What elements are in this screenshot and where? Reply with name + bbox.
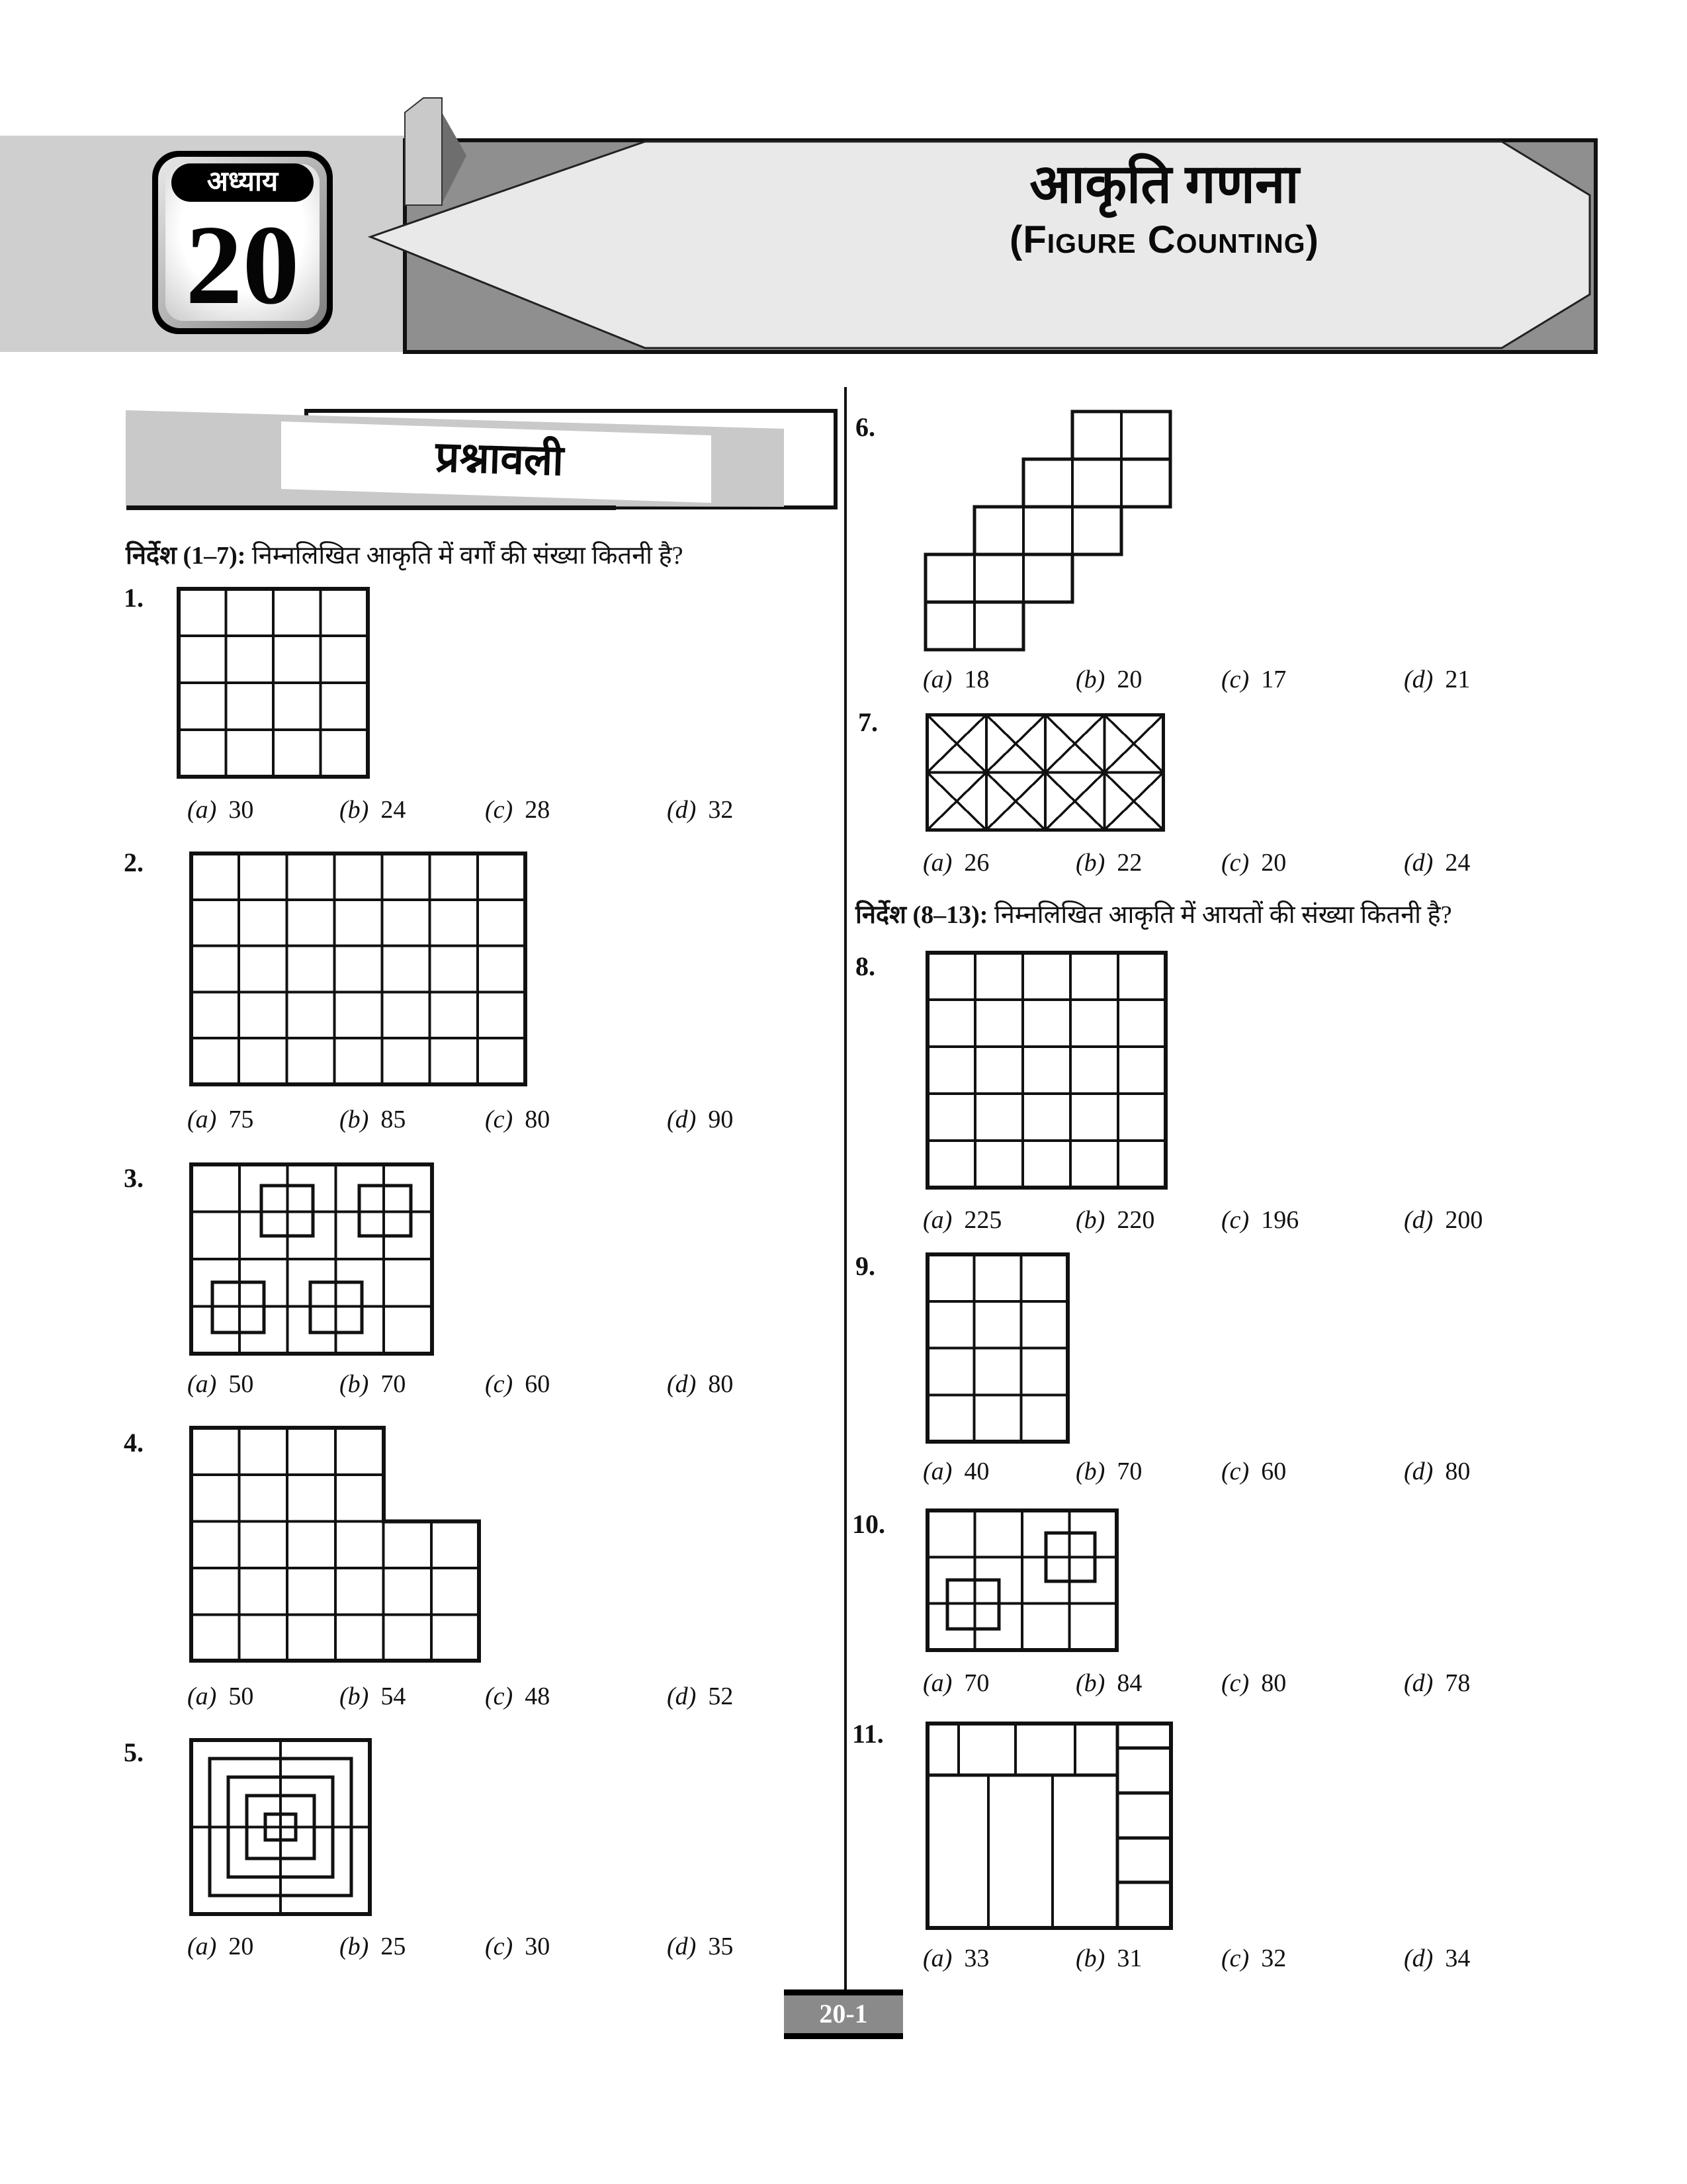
chapter-title-english: (Figure Counting) [1010, 218, 1319, 261]
q11-option-a: (a) 33 [923, 1944, 990, 1972]
q11-option-d: (d) 34 [1404, 1944, 1471, 1972]
question-10-number: 10. [852, 1509, 885, 1539]
figure-q9 [926, 1252, 1070, 1444]
exercise-banner-title: प्रश्नावली [435, 433, 565, 485]
question-9-number: 9. [855, 1251, 875, 1281]
instruction-1-7 [126, 537, 683, 572]
q1-option-b: (b) 24 [339, 796, 406, 824]
figure-q10 [926, 1508, 1119, 1652]
figure-q4 [189, 1426, 481, 1663]
question-1-number: 1. [124, 583, 144, 613]
q8-option-c: (c) 196 [1221, 1206, 1299, 1234]
q3-option-c: (c) 60 [485, 1370, 550, 1398]
q9-option-b: (b) 70 [1076, 1458, 1143, 1485]
q9-option-c: (c) 60 [1221, 1458, 1287, 1485]
q1-option-c: (c) 28 [485, 796, 550, 824]
banner-bottom-line [126, 505, 616, 510]
q7-option-d: (d) 24 [1404, 849, 1471, 877]
q1-option-a: (a) 30 [187, 796, 254, 824]
q10-option-b: (b) 84 [1076, 1669, 1143, 1697]
figure-q6 [924, 410, 1172, 652]
question-6-number: 6. [855, 412, 875, 442]
q5-option-d: (d) 35 [667, 1933, 734, 1960]
q10-option-d: (d) 78 [1404, 1669, 1471, 1697]
q10-option-a: (a) 70 [923, 1669, 990, 1697]
q2-option-d: (d) 90 [667, 1106, 734, 1133]
q2-option-c: (c) 80 [485, 1106, 550, 1133]
q4-option-c: (c) 48 [485, 1682, 550, 1710]
chapter-label: अध्याय [171, 163, 314, 202]
q3-option-d: (d) 80 [667, 1370, 734, 1398]
q7-option-a: (a) 26 [923, 849, 990, 877]
q2-option-b: (b) 85 [339, 1106, 406, 1133]
question-5-number: 5. [124, 1737, 144, 1767]
q9-option-d: (d) 80 [1404, 1458, 1471, 1485]
q5-option-c: (c) 30 [485, 1933, 550, 1960]
q5-option-a: (a) 20 [187, 1933, 254, 1960]
chapter-number: 20 [185, 202, 300, 328]
page-number-badge: 20-1 [784, 1989, 903, 2039]
question-4-number: 4. [124, 1428, 144, 1458]
chapter-title [966, 151, 1363, 261]
column-divider [844, 387, 847, 1989]
instruction-8-13 [855, 896, 1452, 931]
question-3-number: 3. [124, 1163, 144, 1193]
question-2-number: 2. [124, 848, 144, 877]
q2-option-a: (a) 75 [187, 1106, 254, 1133]
q6-option-b: (b) 20 [1076, 666, 1143, 693]
q11-option-b: (b) 31 [1076, 1944, 1143, 1972]
q10-option-c: (c) 80 [1221, 1669, 1287, 1697]
instruction-8-13-label: निर्देश (8–13): [855, 901, 988, 929]
q6-option-c: (c) 17 [1221, 666, 1287, 693]
q8-option-a: (a) 225 [923, 1206, 1002, 1234]
question-8-number: 8. [855, 951, 875, 981]
q3-option-a: (a) 50 [187, 1370, 254, 1398]
q4-option-b: (b) 54 [339, 1682, 406, 1710]
figure-q2 [189, 852, 527, 1086]
q8-option-d: (d) 200 [1404, 1206, 1483, 1234]
header-fold-blade [405, 98, 442, 205]
q6-option-a: (a) 18 [923, 666, 990, 693]
q7-option-c: (c) 20 [1221, 849, 1287, 877]
q8-option-b: (b) 220 [1076, 1206, 1155, 1234]
q1-option-d: (d) 32 [667, 796, 734, 824]
q7-option-b: (b) 22 [1076, 849, 1143, 877]
figure-q11 [926, 1722, 1173, 1930]
instruction-1-7-text: निम्नलिखित आकृति में वर्गों की संख्या कितनी है? [251, 542, 683, 570]
figure-q7 [926, 713, 1165, 832]
question-11-number: 11. [852, 1719, 884, 1749]
instruction-8-13-text: निम्नलिखित आकृति में आयतों की संख्या कितनी है? [994, 901, 1452, 929]
q6-option-d: (d) 21 [1404, 666, 1471, 693]
q4-option-d: (d) 52 [667, 1682, 734, 1710]
q11-option-c: (c) 32 [1221, 1944, 1287, 1972]
question-7-number: 7. [858, 707, 878, 737]
instruction-1-7-label: निर्देश (1–7): [126, 542, 246, 570]
chapter-title-hindi: आकृति गणना [1029, 154, 1299, 214]
figure-q8 [926, 951, 1168, 1190]
figure-q5 [189, 1738, 372, 1916]
figure-q1 [177, 587, 370, 779]
q9-option-a: (a) 40 [923, 1458, 990, 1485]
figure-q3 [189, 1162, 434, 1356]
q5-option-b: (b) 25 [339, 1933, 406, 1960]
chapter-number-badge [152, 151, 333, 334]
q3-option-b: (b) 70 [339, 1370, 406, 1398]
q4-option-a: (a) 50 [187, 1682, 254, 1710]
